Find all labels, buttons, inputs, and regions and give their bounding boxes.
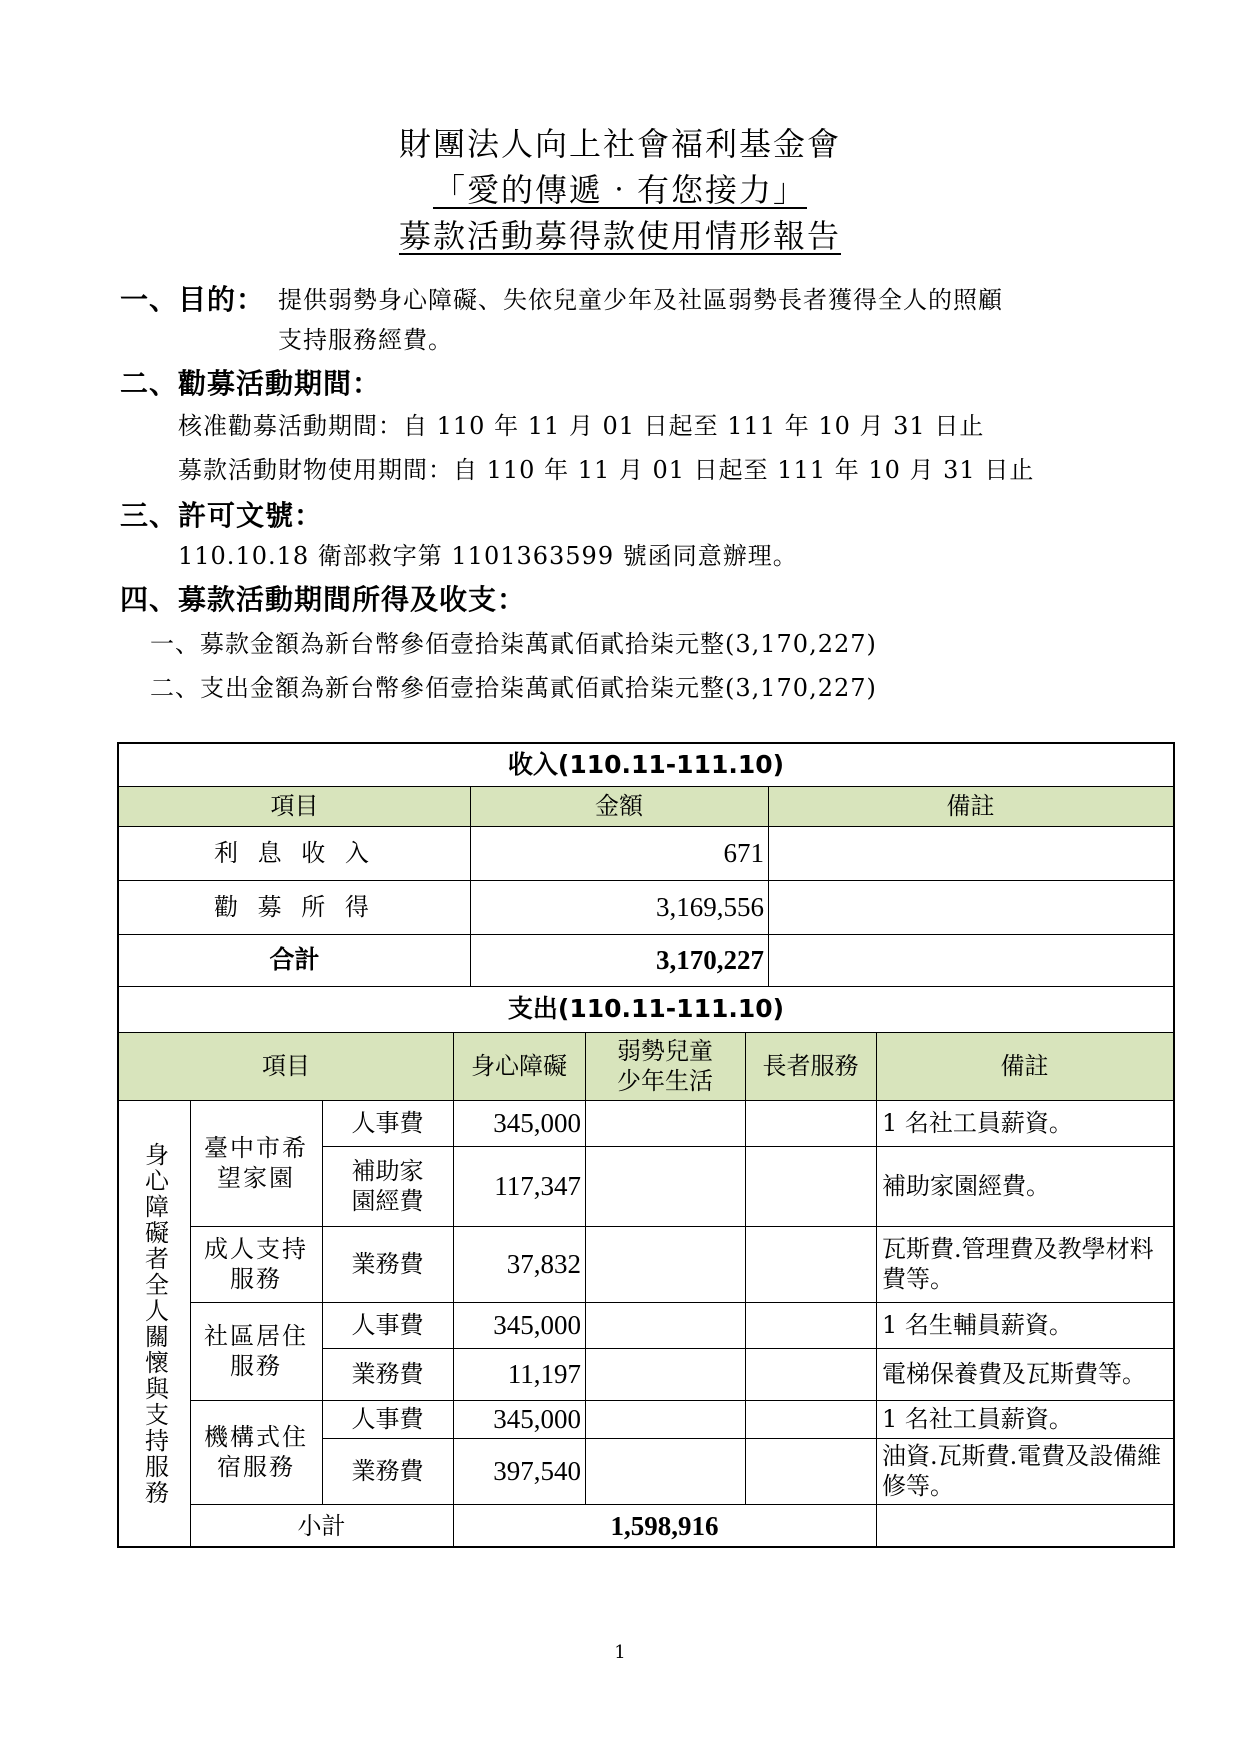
expense-type: 業務費 — [351, 1360, 424, 1388]
expense-category — [119, 1100, 190, 1548]
expense-type: 業務費 — [351, 1457, 424, 1485]
section-finance-heading: 四、募款活動期間所得及收支： — [120, 583, 527, 616]
expense-note: 1 名生輔員薪資。 — [882, 1311, 1073, 1339]
expense-note: 瓦斯費.管理費及教學材料費等。 — [882, 1235, 1154, 1293]
expense-type: 人事費 — [351, 1109, 424, 1137]
campaign-title — [0, 170, 1240, 210]
expense-note: 1 名社工員薪資。 — [882, 1405, 1073, 1433]
expense-subtotal-amount: 1,598,916 — [610, 1511, 719, 1541]
expense-header-note: 備註 — [1000, 1052, 1049, 1080]
expense-type: 補助家園經費 — [351, 1157, 424, 1215]
purpose-text-line1: 提供弱勢身心障礙、失依兒童少年及社區弱勢長者獲得全人的照顧 — [278, 286, 1003, 314]
income-title: 收入(110.11-111.10) — [507, 750, 785, 779]
expense-amount: 345,000 — [493, 1108, 581, 1138]
expense-header-disability: 身心障礙 — [471, 1052, 567, 1080]
approved-period: 核准勸募活動期間：自 110 年 11 月 01 日起至 111 年 10 月 31 日止 — [178, 412, 985, 440]
expense-amount: 117,347 — [494, 1171, 581, 1201]
expense-amount: 345,000 — [493, 1404, 581, 1434]
income-note-interest — [768, 826, 1173, 880]
expense-amount: 397,540 — [493, 1456, 581, 1486]
section-period-heading: 二、勸募活動期間： — [120, 367, 382, 400]
report-name: 募款活動募得款使用情形報告 — [398, 217, 841, 255]
campaign-name: 「愛的傳遞‧有您接力」 — [432, 171, 807, 209]
income-item-interest: 利 息 收 入 — [214, 839, 375, 867]
expense-type: 人事費 — [351, 1311, 424, 1339]
income-total-amount: 3,170,227 — [656, 945, 764, 975]
permit-number: 110.10.18 衛部救字第 1101363599 號函同意辦理。 — [178, 542, 798, 570]
income-header-note: 備註 — [946, 792, 995, 820]
expense-summary: 二、支出金額為新台幣參佰壹拾柒萬貳佰貳拾柒元整(3,170,227) — [150, 674, 877, 702]
income-note-donations — [768, 880, 1173, 934]
unit-adult-support: 成人支持服務 — [204, 1235, 308, 1293]
org-title: 財團法人向上社會福利基金會 — [398, 125, 841, 163]
page-number: 1 — [614, 1642, 626, 1663]
expense-type: 業務費 — [351, 1250, 424, 1278]
expense-title: 支出(110.11-111.10) — [507, 994, 785, 1023]
unit-residential: 機構式住宿服務 — [204, 1423, 308, 1481]
usage-period: 募款活動財物使用期間：自 110 年 11 月 01 日起至 111 年 10 月 31 日止 — [178, 456, 1035, 484]
income-summary: 一、募款金額為新台幣參佰壹拾柒萬貳佰貳拾柒元整(3,170,227) — [150, 630, 877, 658]
expense-header-elderly: 長者服務 — [762, 1052, 859, 1080]
report-title — [0, 216, 1240, 256]
expense-note: 電梯保養費及瓦斯費等。 — [882, 1360, 1146, 1388]
expense-header-item: 項目 — [262, 1052, 310, 1080]
unit-hope-home: 臺中市希望家園 — [204, 1134, 308, 1192]
expense-header-youth: 弱勢兒童少年生活 — [617, 1037, 713, 1095]
expense-category-label: 身心障礙者全人關懷與支持服務 — [140, 1142, 169, 1506]
income-total-label: 合計 — [269, 945, 320, 974]
section-permit-heading: 三、許可文號： — [120, 499, 324, 532]
unit-community-living: 社區居住服務 — [204, 1322, 308, 1380]
expense-amount: 37,832 — [506, 1249, 581, 1279]
expense-note: 1 名社工員薪資。 — [882, 1109, 1073, 1137]
expense-note: 補助家園經費。 — [882, 1172, 1050, 1200]
expense-note: 油資.瓦斯費.電費及設備維修等。 — [882, 1442, 1162, 1500]
income-amount-donations: 3,169,556 — [656, 892, 764, 922]
section-purpose-heading: 一、目的： — [120, 283, 266, 316]
expense-amount: 11,197 — [507, 1359, 581, 1389]
expense-type: 人事費 — [351, 1405, 424, 1433]
income-header-amount: 金額 — [595, 792, 643, 820]
expense-amount: 345,000 — [493, 1310, 581, 1340]
income-header-item: 項目 — [270, 792, 319, 820]
purpose-text-line2: 支持服務經費。 — [278, 326, 453, 354]
income-amount-interest: 671 — [723, 838, 764, 868]
income-item-donations: 勸 募 所 得 — [214, 893, 375, 921]
expense-subtotal-label: 小計 — [297, 1512, 346, 1540]
